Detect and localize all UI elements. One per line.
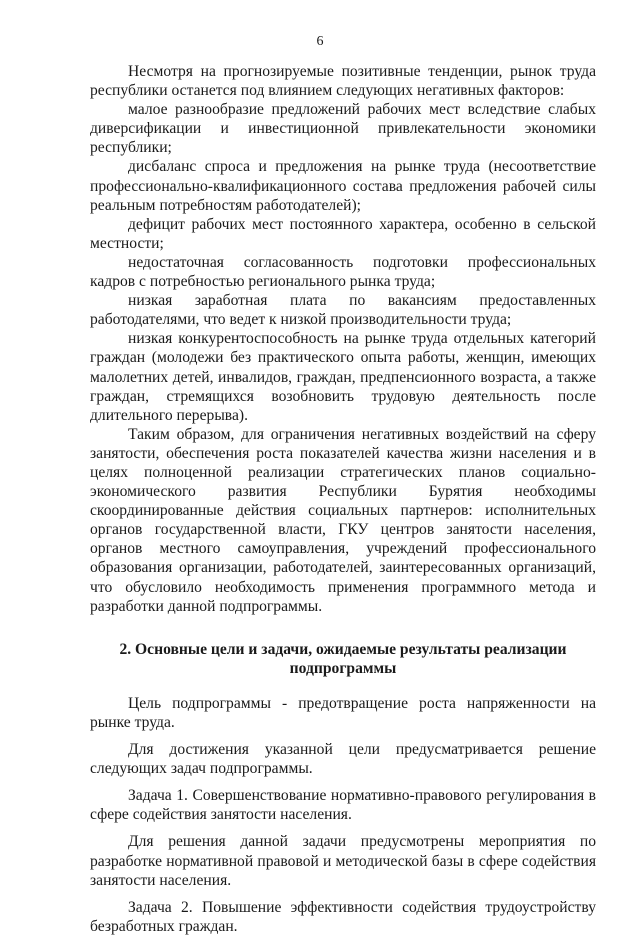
paragraph: Таким образом, для ограничения негативных воздействий на сферу занятости, обеспечения роста показателей качества жизни населения и в целях полноценной реализации стратегических планов социально-экономического развития Республики Бурятия необходимы скоординированные действия социальных партнеров: исполнительных органов государственной власти, ГКУ центров занятости населения, органов местного самоуправления, учреждений профессионального образования организации, работодателей, заинтересованных организаций, что обусловило необходимость применения программного метода и разработки данной подпрограммы. — [90, 425, 596, 615]
paragraph: недостаточная согласованность подготовки профессиональных кадров с потребностью регионального рынка труда; — [90, 253, 596, 291]
paragraph: низкая конкурентоспособность на рынке труда отдельных категорий граждан (молодежи без практического опыта работы, женщин, имеющих малолетних детей, инвалидов, граждан, предпенсионного возраста, а также граждан, стремящихся возобновить трудовую деятельность после длительного перерыва). — [90, 330, 596, 424]
paragraph: Для достижения указанной цели предусматривается решение следующих задач подпрограммы. — [90, 741, 596, 778]
paragraph: дисбаланс спроса и предложения на рынке труда (несоответствие профессионально-квалификационного состава предложения рабочей силы реальным потребностям работодателей); — [90, 158, 596, 214]
page-number: 6 — [316, 34, 324, 49]
section-heading-line: 2. Основные цели и задачи, ожидаемые результаты реализации — [119, 640, 567, 658]
paragraph: Для решения данной задачи предусмотрены мероприятия по разработке нормативной правовой и методической базы в сфере содействия занятости населения. — [90, 833, 596, 889]
page-content — [90, 62, 596, 936]
paragraph: малое разнообразие предложений рабочих мест вследствие слабых диверсификации и инвестиционной привлекательности экономики республики; — [90, 101, 596, 157]
paragraph: дефицит рабочих мест постоянного характера, особенно в сельской местности; — [90, 215, 596, 252]
paragraph: Несмотря на прогнозируемые позитивные тенденции, рынок труда республики останется под влиянием следующих негативных факторов: — [90, 63, 596, 100]
paragraph: Задача 1. Совершенствование нормативно-правового регулирования в сфере содействия занятости населения. — [90, 787, 596, 824]
paragraph: Цель подпрограммы - предотвращение роста напряженности на рынке труда. — [90, 694, 596, 731]
paragraph: низкая заработная плата по вакансиям предоставленных работодателями, что ведет к низкой производительности труда; — [90, 292, 596, 329]
section-heading — [90, 640, 596, 678]
paragraph: Задача 2. Повышение эффективности содействия трудоустройству безработных граждан. — [90, 898, 596, 935]
section-heading-line: подпрограммы — [289, 659, 397, 677]
